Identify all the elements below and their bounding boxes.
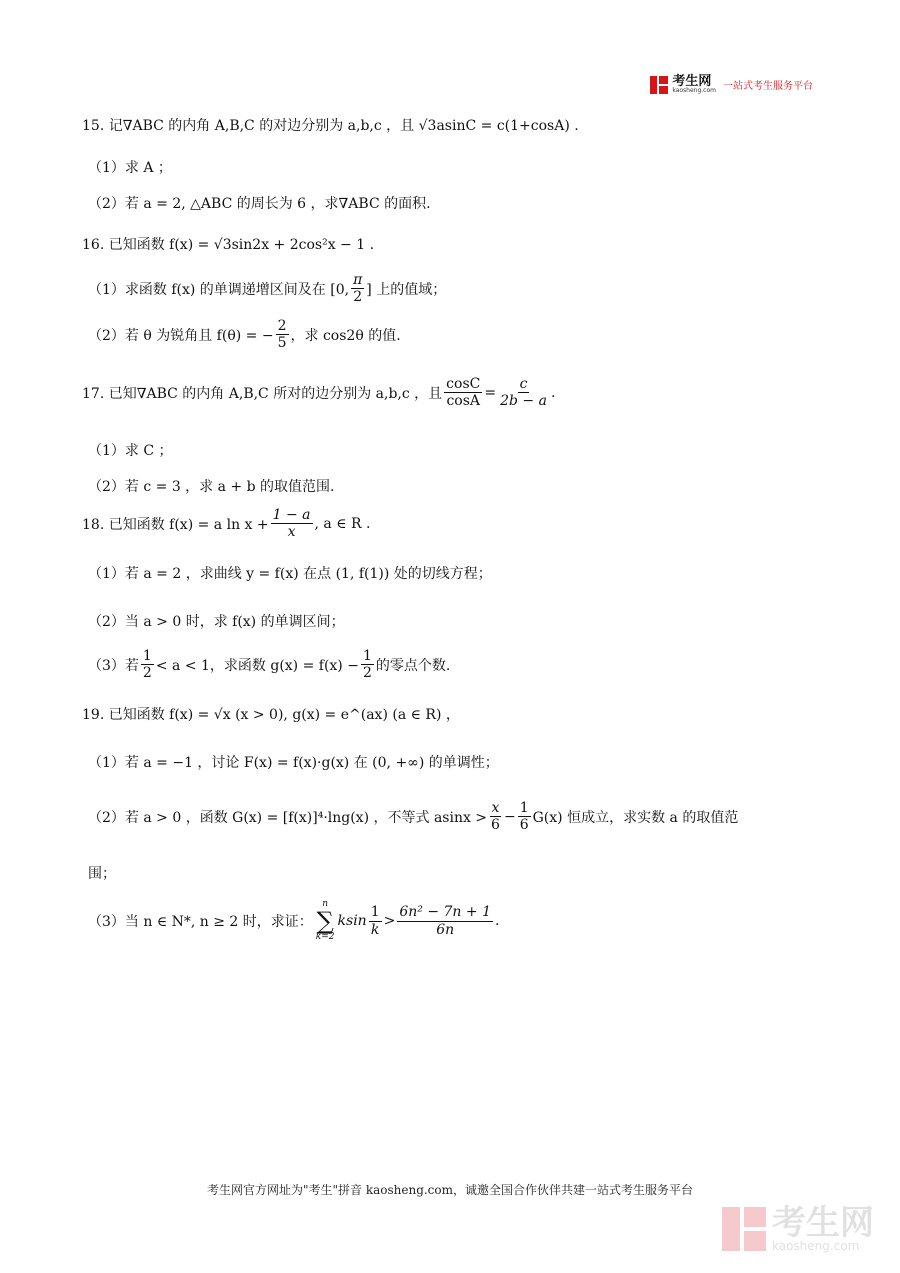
fraction-denominator: cosA xyxy=(446,393,481,410)
q19-part2-text-b: G(x) 恒成立，求实数 a 的取值范 xyxy=(532,809,739,826)
fraction-denominator: k xyxy=(370,921,380,938)
fraction-numerator: π xyxy=(353,272,363,288)
q16-part2-text-b: ，求 cos2θ 的值. xyxy=(290,327,401,344)
fraction-numerator: 1 xyxy=(362,648,372,664)
q17-stem xyxy=(82,376,555,409)
q18-part3-post: 的零点个数. xyxy=(375,657,451,674)
summation-upper: n xyxy=(322,899,329,909)
q17-cos-ratio-fraction xyxy=(444,376,482,409)
fraction-denominator: 6 xyxy=(491,817,500,834)
q18-stem-text-b: , a ∈ R . xyxy=(314,515,371,532)
q16-stem: 16. 已知函数 f(x) = √3sin2x + 2cos²x − 1 . xyxy=(82,237,375,253)
q17-part2: （2）若 c = 3 ，求 a + b 的取值范围. xyxy=(88,479,335,495)
fraction-numerator: x xyxy=(491,800,500,816)
fraction-numerator: 2 xyxy=(277,318,287,334)
header-logo xyxy=(650,75,813,94)
q19-stem: 19. 已知函数 f(x) = √x (x > 0), g(x) = e^(ax) (a ∈ R) ， xyxy=(82,707,460,723)
fraction-numerator: 1 xyxy=(142,648,152,664)
q17-equals: = xyxy=(484,384,497,401)
q16-part1-text-a: （1）求函数 f(x) 的单调递增区间及在 [0, xyxy=(88,281,350,298)
q19-part2 xyxy=(88,800,738,833)
q17-stem-text-a: 17. 已知∇ABC 的内角 A,B,C 所对的边分别为 a,b,c ，且 xyxy=(82,385,443,402)
q17-part1: （1）求 C ； xyxy=(88,443,173,459)
q19-minus: − xyxy=(503,808,516,825)
q18-part3 xyxy=(88,648,450,681)
q19-one-over-k-fraction xyxy=(369,904,382,937)
q19-ksin: ksin xyxy=(337,913,367,929)
q15-stem: 15. 记∇ABC 的内角 A,B,C 的对边分别为 a,b,c ，且 √3asinC = c(1+cosA) . xyxy=(82,118,579,134)
summation-sign xyxy=(316,900,335,942)
q16-part2-text-a: （2）若 θ 为锐角且 f(θ) = − xyxy=(88,327,274,344)
q18-stem xyxy=(82,507,370,540)
q18-stem-text-a: 18. 已知函数 f(x) = a ln x + xyxy=(82,516,269,533)
fraction-numerator: 1 xyxy=(519,800,529,816)
q19-greater: > xyxy=(383,913,396,929)
logo-name: 考生网 xyxy=(672,74,712,89)
q16-pi-over-2-fraction xyxy=(351,272,364,305)
watermark xyxy=(722,1203,874,1253)
q19-part3-text-a: （3）当 n ∈ N*, n ≥ 2 时，求证： xyxy=(88,914,313,930)
fraction-numerator: c xyxy=(519,376,528,392)
q16-two-fifths-fraction xyxy=(276,318,289,351)
fraction-numerator: cosC xyxy=(446,376,481,392)
q19-part2-text-a: （2）若 a > 0 ，函数 G(x) = [f(x)]⁴·lng(x) ，不等式 asinx > xyxy=(88,809,488,826)
q15-part2: （2）若 a = 2, △ABC 的周长为 6 ，求∇ABC 的面积. xyxy=(88,196,431,212)
q19-part2-continued: 围； xyxy=(88,866,116,882)
watermark-name: 考生网 xyxy=(772,1203,874,1243)
fraction-numerator: 1 xyxy=(370,904,380,921)
fraction-numerator: 1 − a xyxy=(272,507,311,523)
fraction-denominator: 2b − a xyxy=(500,393,547,410)
q16-part1-text-b: ] 上的值域； xyxy=(366,281,447,298)
q16-part2 xyxy=(88,318,401,351)
q18-part1: （1）若 a = 2 ，求曲线 y = f(x) 在点 (1, f(1)) 处的切线方程； xyxy=(88,566,492,582)
q19-part3-end: . xyxy=(495,913,500,929)
q19-x-over-6-fraction xyxy=(489,800,502,833)
fraction-denominator: x xyxy=(287,524,296,541)
logo-slogan: 一站式考生服务平台 xyxy=(723,81,813,92)
q17-side-ratio-fraction xyxy=(498,376,549,409)
fraction-denominator: 2 xyxy=(362,665,372,682)
summation-lower: k=2 xyxy=(315,932,335,942)
summation-symbol: ∑ xyxy=(316,907,334,935)
fraction-denominator: 6n xyxy=(436,921,455,938)
fraction-denominator: 2 xyxy=(353,289,363,306)
q18-half-fraction xyxy=(141,648,154,681)
footer-note: 考生网官方网址为"考生"拼音 kaosheng.com，诚邀全国合作伙伴共建一站式考生服务平台 xyxy=(206,1183,694,1197)
logo-domain: kaosheng.com xyxy=(672,87,716,94)
fraction-numerator: 6n² − 7n + 1 xyxy=(399,904,491,921)
watermark-domain: kaosheng.com xyxy=(772,1239,860,1253)
q15-part1: （1）求 A ； xyxy=(88,160,172,176)
q18-fraction xyxy=(271,507,313,540)
fraction-denominator: 2 xyxy=(142,665,152,682)
q19-poly-fraction xyxy=(397,904,493,937)
q18-part3-mid: < a < 1，求函数 g(x) = f(x) − xyxy=(155,657,359,674)
kaosheng-logo-icon xyxy=(650,76,668,94)
fraction-denominator: 6 xyxy=(519,817,529,834)
watermark-logo-icon xyxy=(722,1207,766,1251)
q19-part3 xyxy=(88,900,499,942)
q18-half-fraction-2 xyxy=(361,648,374,681)
q17-stem-text-b: . xyxy=(550,384,556,401)
q19-one-sixth-fraction xyxy=(518,800,531,833)
q18-part2: （2）当 a > 0 时，求 f(x) 的单调区间； xyxy=(88,614,345,630)
q18-part3-pre: （3）若 xyxy=(88,657,139,674)
q19-part1: （1）若 a = −1 ，讨论 F(x) = f(x)·g(x) 在 (0, +∞) 的单调性； xyxy=(88,755,499,771)
fraction-denominator: 5 xyxy=(277,335,287,352)
q16-part1 xyxy=(88,272,446,305)
